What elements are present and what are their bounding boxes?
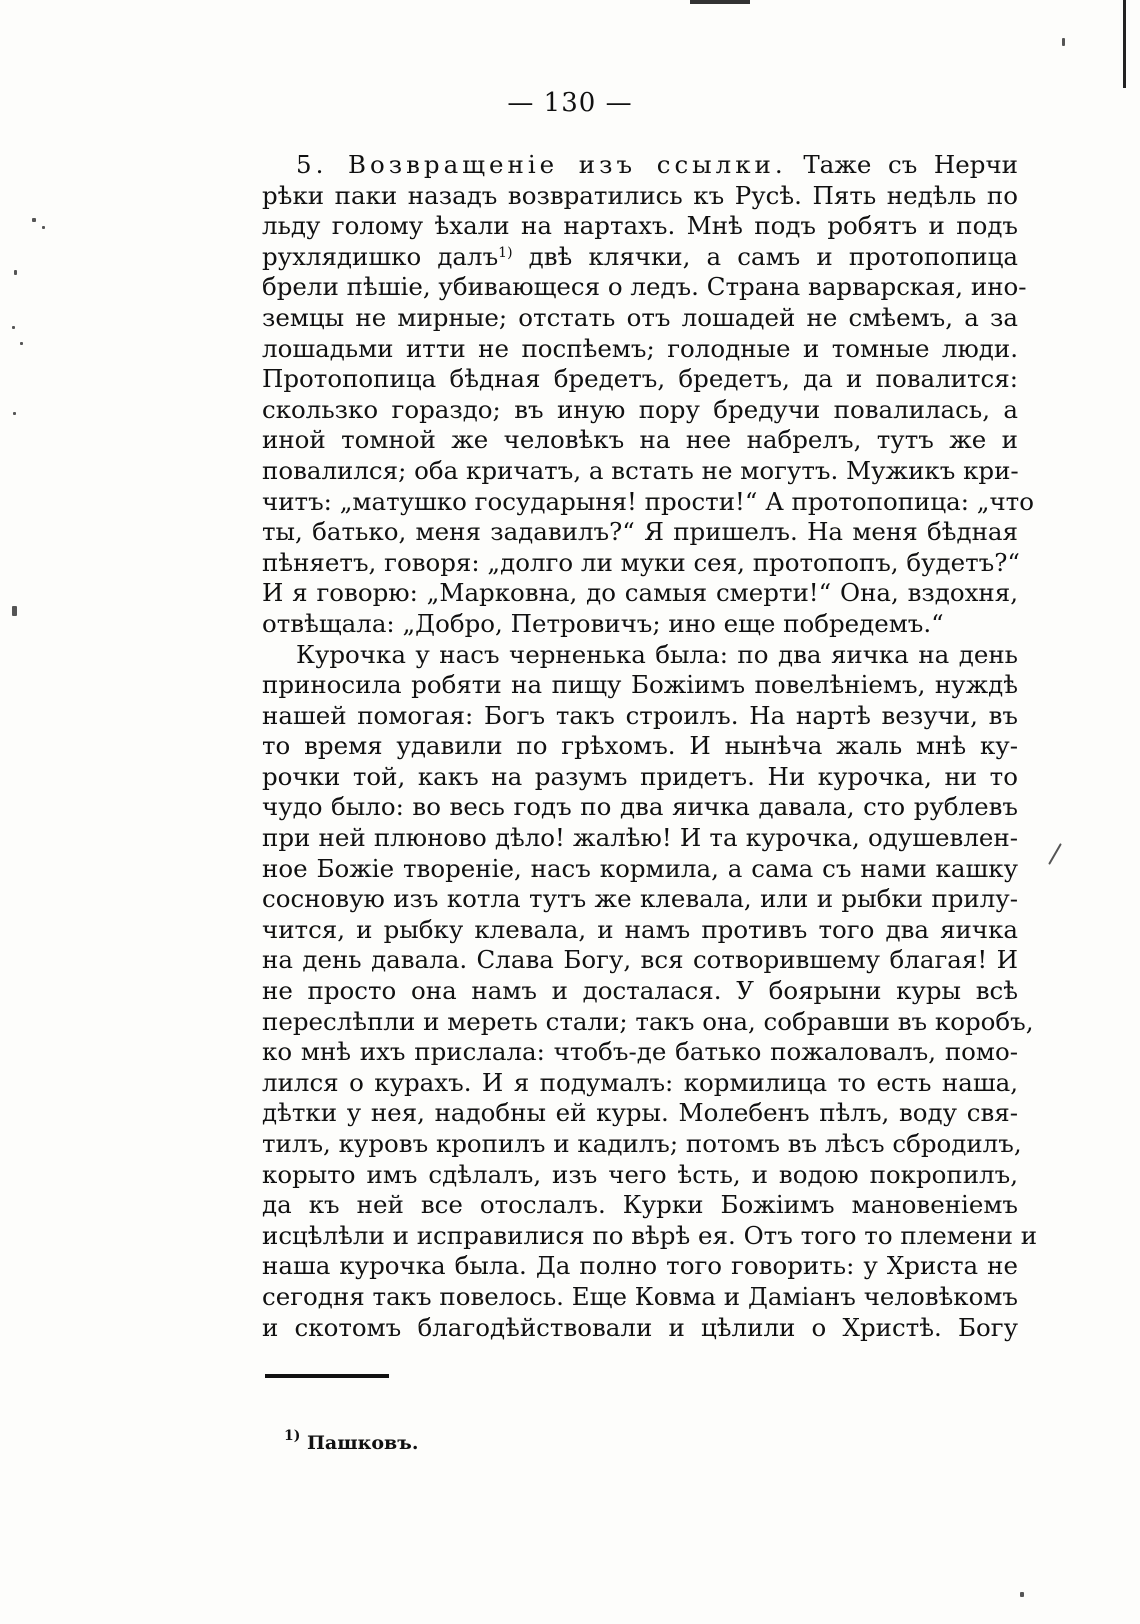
text-line: И я говорю: „Марковна, до самыя смерти!“ Она, вздохня,: [262, 578, 1018, 608]
text-line: рѣки паки назадъ возвратились къ Русѣ. Пять недѣль по: [262, 180, 1018, 210]
scan-speck: [42, 226, 45, 229]
text-line: на день давала. Слава Богу, вся сотворившему благая! И: [262, 945, 1018, 975]
text-line: лошадьми итти не поспѣемъ; голодные и томные люди.: [262, 333, 1018, 363]
text-line: сегодня такъ повелось. Еще Ковма и Даміанъ человѣкомъ: [262, 1281, 1018, 1311]
text-line: корыто имъ сдѣлалъ, изъ чего ѣсть, и водою покропилъ,: [262, 1159, 1018, 1189]
paragraph: [262, 150, 1034, 640]
text-line: не просто она намъ и досталася. У боярыни куры всѣ: [262, 976, 1018, 1006]
scan-speck: [13, 412, 16, 415]
text-line: лился о курахъ. И я подумалъ: кормилица то есть наша,: [262, 1067, 1018, 1097]
text-line: читъ: „матушко государыня! прости!“ А протопопица: „что: [262, 486, 1034, 516]
paragraph: [262, 639, 1038, 1344]
text-line: рочки той, какъ на разумъ придетъ. Ни курочка, ни то: [262, 761, 1018, 791]
text-line: ное Божіе твореніе, насъ кормила, а сама съ нами кашку: [262, 853, 1018, 883]
text-line: земцы не мирные; отстать отъ лошадей не смѣемъ, а за: [262, 302, 1018, 332]
text-line: [262, 242, 1018, 273]
text-line: пѣняетъ, говоря: „долго ли муки сея, протопопъ, будетъ?“: [262, 547, 1020, 577]
text-line: переслѣпли и мереть стали; такъ она, собравши въ коробъ,: [262, 1006, 1034, 1036]
text-line: нашей помогая: Богъ такъ строилъ. На нартѣ везучи, въ: [262, 700, 1018, 730]
text-line: исцѣлѣли и исправилися по вѣрѣ ея. Отъ того то племени и: [262, 1220, 1038, 1250]
text-line: при ней плюново дѣло! жалѣю! И та курочка, одушевлен-: [262, 823, 1018, 853]
text-line: сосновую изъ котла тутъ же клевала, или и рыбки прилу-: [262, 884, 1018, 914]
scan-speck: [12, 326, 15, 329]
footnote-text: Пашковъ.: [300, 1432, 419, 1454]
scan-speck: [12, 606, 17, 616]
text-line: дѣтки у нея, надобны ей куры. Молебенъ пѣлъ, воду свя-: [262, 1098, 1018, 1128]
scan-speck: [20, 342, 23, 345]
scan-speck: [1048, 843, 1062, 865]
text-line: [262, 150, 1018, 181]
text-line: приносила робяти на пищу Божіимъ повелѣніемъ, нуждѣ: [262, 670, 1018, 700]
text-line: то время удавили по грѣхомъ. И нынѣча жаль мнѣ ку-: [262, 731, 1018, 761]
text-line: чится, и рыбку клевала, и намъ противъ того два яичка: [262, 914, 1018, 944]
page-number: — 130 —: [507, 88, 633, 118]
footnote: [284, 1428, 419, 1454]
text-line: да къ ней все отослалъ. Курки Божіимъ мановеніемъ: [262, 1190, 1018, 1220]
text-line: ты, батько, меня задавилъ?“ Я пришелъ. На меня бѣдная: [262, 517, 1018, 547]
footnote-reference[interactable]: 1): [498, 244, 513, 261]
line-text: двѣ клячки, а самъ и протопопица: [512, 241, 1018, 271]
text-line: брели пѣшіе, убивающеся о ледъ. Страна варварская, ино-: [262, 272, 1027, 302]
text-line: скользко гораздо; въ иную пору бредучи повалилась, а: [262, 394, 1018, 424]
text-line: иной томной же человѣкъ на нее набрелъ, тутъ же и: [262, 425, 1018, 455]
text-line: и скотомъ благодѣйствовали и цѣлили о Христѣ. Богу: [262, 1312, 1018, 1342]
line-text: рухлядишко далъ: [262, 241, 499, 271]
scan-speck: [1020, 1592, 1024, 1597]
line-text: Таже съ Нерчи: [786, 150, 1018, 179]
scan-speck: [14, 270, 17, 275]
top-edge-mark: [690, 0, 750, 4]
text-line: отвѣщала: „Добро, Петровичъ; ино еще побредемъ.“: [262, 608, 944, 638]
text-line: наша курочка была. Да полно того говорить: у Христа не: [262, 1251, 1018, 1281]
section-heading: 5. Возвращеніе изъ ссылки.: [296, 150, 787, 179]
body-text: [262, 150, 1038, 1343]
page-edge-line: [1123, 0, 1126, 88]
footnote-divider: [265, 1374, 389, 1378]
scan-speck: [1062, 38, 1065, 46]
text-line: Курочка у насъ черненька была: по два яичка на день: [296, 639, 1018, 669]
scan-speck: [32, 218, 36, 222]
text-line: Протопопица бѣдная бредетъ, бредетъ, да и повалится:: [262, 364, 1018, 394]
text-line: повалился; оба кричатъ, а встать не могутъ. Мужикъ кри-: [262, 455, 1019, 485]
text-line: ко мнѣ ихъ прислала: чтобъ-де батько пожаловалъ, помо-: [262, 1037, 1018, 1067]
text-line: льду голому ѣхали на нартахъ. Мнѣ подъ робятъ и подъ: [262, 211, 1018, 241]
footnote-marker: 1): [284, 1428, 301, 1444]
text-line: чудо было: во весь годъ по два яичка давала, сто рублевъ: [262, 792, 1018, 822]
text-line: тилъ, куровъ кропилъ и кадилъ; потомъ въ лѣсъ сбродилъ,: [262, 1129, 1022, 1158]
